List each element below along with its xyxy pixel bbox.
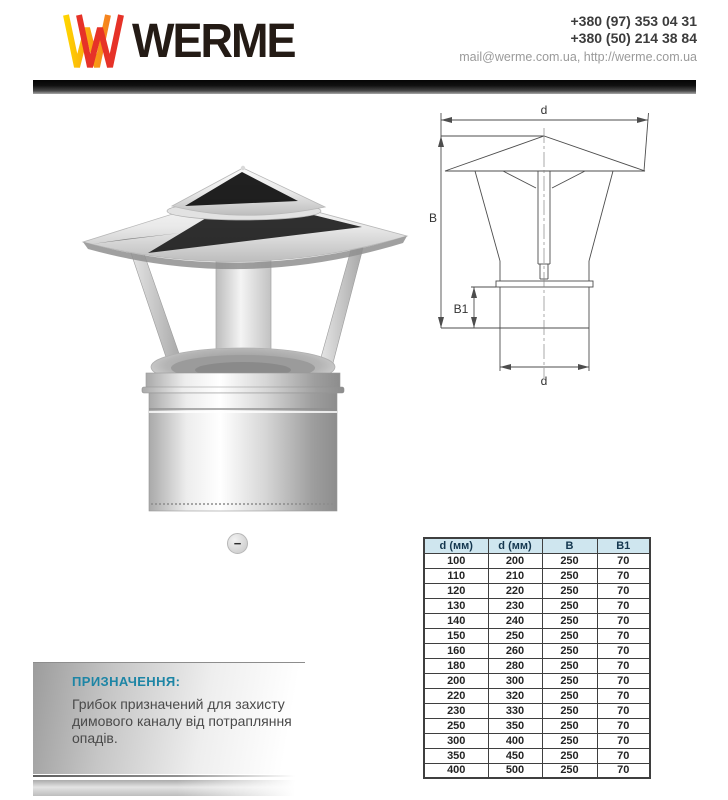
column-header-B: B xyxy=(542,538,597,553)
table-cell: 280 xyxy=(488,658,542,673)
table-cell: 120 xyxy=(424,583,488,598)
table-cell: 250 xyxy=(488,628,542,643)
table-cell: 70 xyxy=(597,718,650,733)
table-row xyxy=(424,628,650,643)
table-cell: 230 xyxy=(488,598,542,613)
table-cell: 250 xyxy=(542,748,597,763)
table-cell: 250 xyxy=(542,613,597,628)
table-cell: 250 xyxy=(542,553,597,568)
table-row xyxy=(424,763,650,778)
table-row xyxy=(424,613,650,628)
table-cell: 450 xyxy=(488,748,542,763)
table-cell: 250 xyxy=(542,583,597,598)
table-cell: 140 xyxy=(424,613,488,628)
table-cell: 70 xyxy=(597,673,650,688)
table-cell: 400 xyxy=(488,733,542,748)
table-cell: 250 xyxy=(542,703,597,718)
table-row xyxy=(424,598,650,613)
table-cell: 70 xyxy=(597,763,650,778)
table-cell: 200 xyxy=(488,553,542,568)
table-cell: 70 xyxy=(597,688,650,703)
zoom-out-button[interactable]: − xyxy=(227,533,248,554)
table-cell: 250 xyxy=(424,718,488,733)
table-cell: 350 xyxy=(424,748,488,763)
table-cell: 70 xyxy=(597,583,650,598)
purpose-panel xyxy=(33,662,305,774)
table-cell: 220 xyxy=(424,688,488,703)
table-cell: 250 xyxy=(542,733,597,748)
table-cell: 250 xyxy=(542,673,597,688)
table-row xyxy=(424,733,650,748)
dim-label-B: B xyxy=(428,211,438,225)
table-cell: 250 xyxy=(542,568,597,583)
dim-label-d-bottom: d xyxy=(540,374,548,388)
table-row xyxy=(424,688,650,703)
table-cell: 70 xyxy=(597,598,650,613)
table-row xyxy=(424,658,650,673)
table-cell: 240 xyxy=(488,613,542,628)
table-cell: 110 xyxy=(424,568,488,583)
table-cell: 400 xyxy=(424,763,488,778)
table-cell: 500 xyxy=(488,763,542,778)
panel-divider-line xyxy=(33,775,295,777)
brand-name: WERME xyxy=(132,12,295,68)
werme-w-icon xyxy=(62,12,126,70)
table-cell: 250 xyxy=(542,718,597,733)
dim-label-d-top: d xyxy=(540,103,548,117)
table-row xyxy=(424,568,650,583)
table-row xyxy=(424,718,650,733)
table-cell: 70 xyxy=(597,613,650,628)
column-header-d-inner: d (мм) xyxy=(424,538,488,553)
table-row xyxy=(424,553,650,568)
size-table-body xyxy=(424,553,650,778)
dimension-drawing xyxy=(423,100,721,398)
size-table-head-row xyxy=(424,538,650,553)
table-cell: 250 xyxy=(542,688,597,703)
panel-bottom-strip xyxy=(33,780,295,796)
table-cell: 70 xyxy=(597,703,650,718)
table-cell: 150 xyxy=(424,628,488,643)
size-table xyxy=(423,537,651,779)
purpose-title: ПРИЗНАЧЕННЯ: xyxy=(72,674,181,689)
table-cell: 210 xyxy=(488,568,542,583)
phone-number-2: +380 (50) 214 38 84 xyxy=(570,30,697,46)
table-cell: 260 xyxy=(488,643,542,658)
table-cell: 70 xyxy=(597,553,650,568)
table-row xyxy=(424,748,650,763)
table-cell: 70 xyxy=(597,748,650,763)
table-cell: 220 xyxy=(488,583,542,598)
table-cell: 100 xyxy=(424,553,488,568)
table-cell: 250 xyxy=(542,598,597,613)
product-photo xyxy=(30,100,430,530)
table-cell: 160 xyxy=(424,643,488,658)
header-contacts xyxy=(459,13,697,66)
table-cell: 300 xyxy=(424,733,488,748)
dim-label-B1: B1 xyxy=(453,302,469,316)
table-cell: 70 xyxy=(597,643,650,658)
table-cell: 250 xyxy=(542,628,597,643)
table-cell: 320 xyxy=(488,688,542,703)
table-cell: 70 xyxy=(597,568,650,583)
column-header-B1: B1 xyxy=(597,538,650,553)
table-cell: 300 xyxy=(488,673,542,688)
table-cell: 230 xyxy=(424,703,488,718)
table-cell: 180 xyxy=(424,658,488,673)
table-row xyxy=(424,643,650,658)
table-cell: 250 xyxy=(542,643,597,658)
purpose-text: Грибок призначений для захисту димового каналу від потрапляння опадів. xyxy=(72,696,292,746)
table-cell: 350 xyxy=(488,718,542,733)
table-cell: 330 xyxy=(488,703,542,718)
table-row xyxy=(424,583,650,598)
brand-logo xyxy=(62,12,295,70)
table-row xyxy=(424,703,650,718)
table-cell: 200 xyxy=(424,673,488,688)
table-cell: 130 xyxy=(424,598,488,613)
table-cell: 250 xyxy=(542,658,597,673)
column-header-d-outer: d (мм) xyxy=(488,538,542,553)
header-divider-bar xyxy=(33,80,696,94)
table-cell: 70 xyxy=(597,733,650,748)
email-website-line[interactable]: mail@werme.com.ua, http://werme.com.ua xyxy=(459,50,697,64)
table-row xyxy=(424,673,650,688)
phone-number-1: +380 (97) 353 04 31 xyxy=(570,13,697,29)
table-cell: 70 xyxy=(597,628,650,643)
table-cell: 70 xyxy=(597,658,650,673)
table-cell: 250 xyxy=(542,763,597,778)
